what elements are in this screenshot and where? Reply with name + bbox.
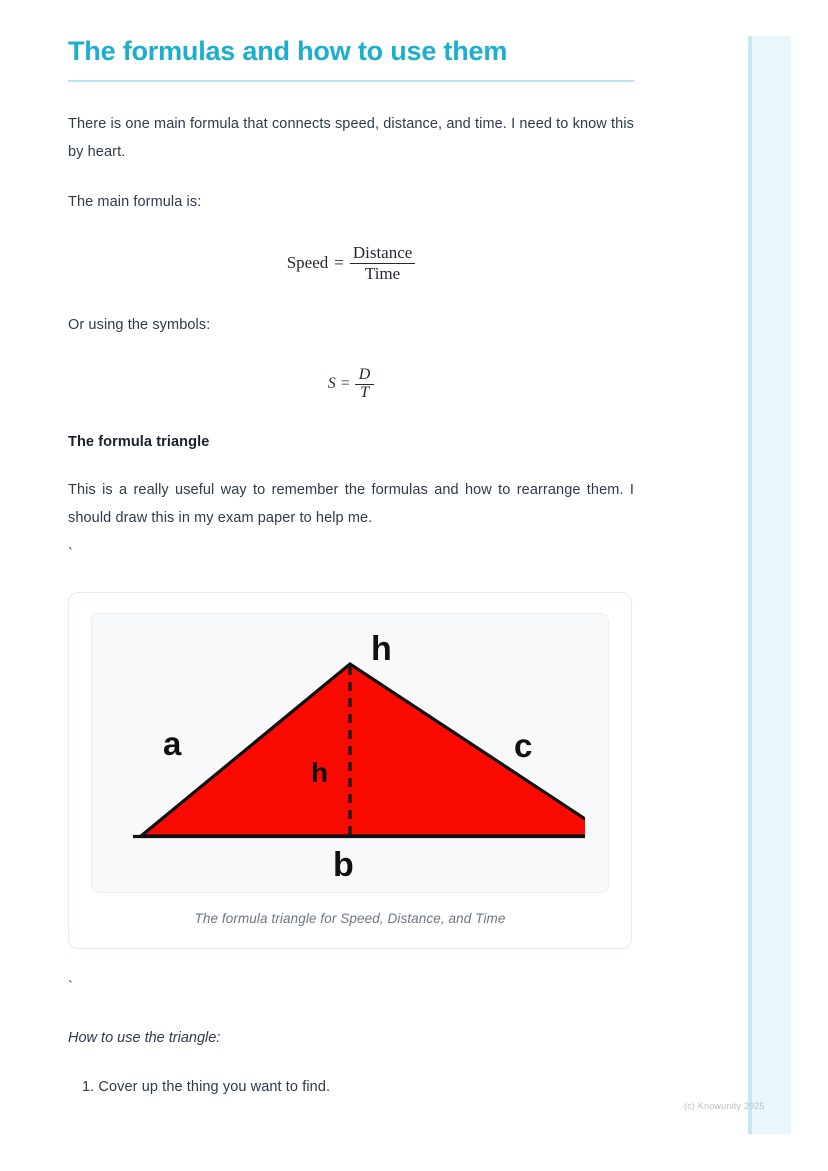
usage-steps-list — [68, 1073, 634, 1101]
list-item: 1. Cover up the thing you want to find. — [82, 1078, 331, 1095]
page-title: The formulas and how to use them — [68, 36, 508, 66]
formula-left-term: Speed — [286, 253, 329, 273]
spacer — [68, 564, 634, 592]
spacer — [68, 1051, 634, 1073]
symbols-lead: Or using the symbols: — [68, 316, 211, 333]
symbol-numerator: D — [358, 365, 371, 383]
section-heading-formula-triangle: The formula triangle — [68, 433, 210, 450]
figure-card — [68, 592, 632, 949]
label-side-a: a — [163, 724, 182, 762]
stray-backtick-above-figure: ` — [68, 545, 73, 562]
spacer — [68, 82, 634, 110]
spacer — [68, 454, 634, 476]
label-base-b: b — [333, 845, 354, 884]
label-apex-h: h — [371, 629, 392, 668]
spacer — [68, 532, 634, 544]
page-side-strip — [748, 36, 791, 1134]
spacer — [68, 283, 634, 311]
section-paragraph: This is a really useful way to remember the formulas and how to rearrange them. I should draw this in my exam paper to help me. — [68, 481, 634, 526]
spacer — [68, 402, 634, 430]
label-side-c: c — [514, 726, 533, 764]
usage-lead: How to use the triangle: — [68, 1029, 221, 1046]
formula-symbols — [68, 367, 634, 402]
label-inner-h: h — [311, 756, 329, 788]
formula-equals-sign: = — [334, 253, 344, 273]
watermark-knowunity: (c) Knowunity 2025 — [684, 1101, 765, 1111]
spacer — [68, 949, 634, 977]
symbol-denominator: T — [360, 384, 369, 402]
figure-image-frame — [91, 613, 609, 893]
triangle-diagram-icon — [115, 622, 585, 884]
symbol-equals-sign: = — [340, 375, 350, 393]
formula-speed-distance-time — [68, 244, 634, 283]
document-content — [68, 34, 634, 1101]
stray-backtick-below-figure: ` — [68, 978, 73, 995]
intro-paragraph: There is one main formula that connects speed, distance, and time. I need to know this by heart. — [68, 116, 634, 160]
spacer — [68, 166, 634, 188]
figure-caption: The formula triangle for Speed, Distance, and Time — [194, 910, 506, 926]
spacer — [68, 339, 634, 367]
spacer — [68, 216, 634, 244]
main-formula-lead: The main formula is: — [68, 194, 202, 210]
spacer — [68, 997, 634, 1025]
page-side-strip-edge — [748, 36, 752, 1134]
symbol-fraction — [355, 367, 375, 402]
formula-fraction — [350, 244, 415, 283]
formula-numerator: Distance — [352, 243, 413, 262]
symbol-left-term: S — [327, 375, 336, 393]
formula-denominator: Time — [364, 264, 401, 284]
